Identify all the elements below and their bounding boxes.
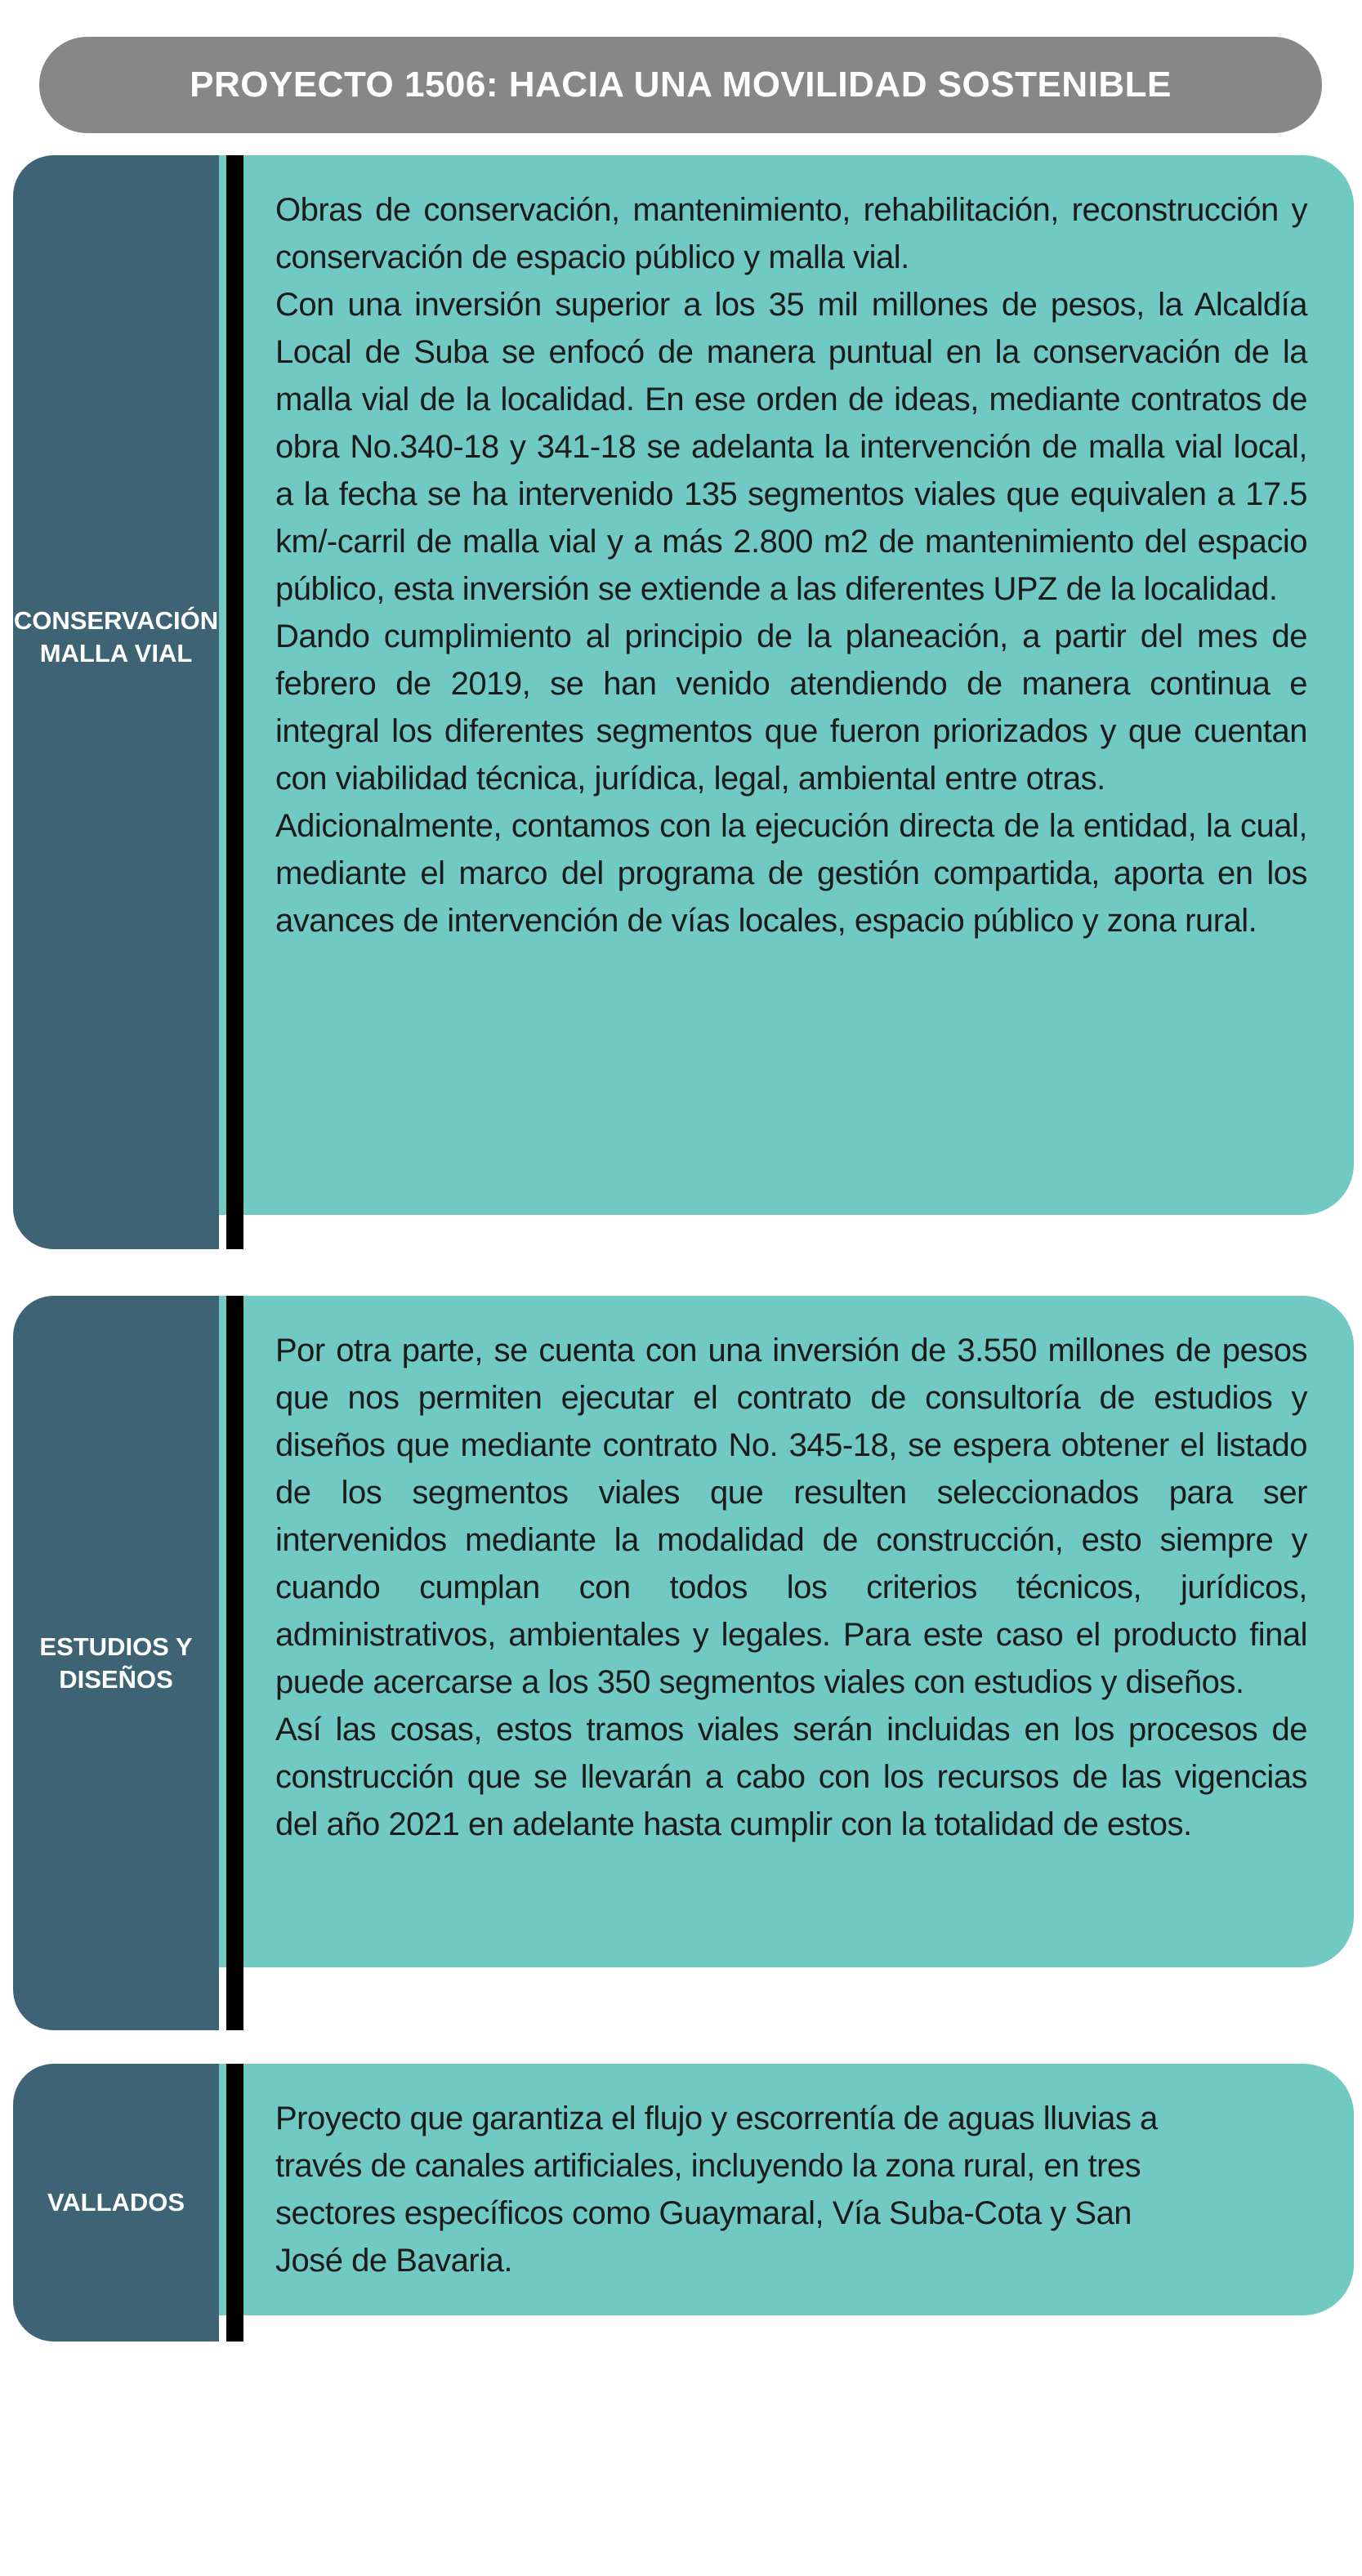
vertical-divider <box>226 155 243 1249</box>
section-label-panel <box>13 155 219 1249</box>
section-conservacion-malla-vial <box>0 155 1362 1249</box>
paragraph: Así las cosas, estos tramos viales serán incluidas en los procesos de construcción que se llevarán a cabo con los recursos de las vigencias del año 2021 en adelante hasta cumplir con la totalidad de estos. <box>275 1712 1307 1842</box>
paragraph: Proyecto que garantiza el flujo y escorrentía de aguas lluvias a través de canales artificiales, incluyendo la zona rural, en tres sectores específicos como Guaymaral, Vía Suba-Cota y San José de Bavaria. <box>275 2101 1158 2279</box>
page-title: PROYECTO 1506: HACIA UNA MOVILIDAD SOSTENIBLE <box>190 65 1172 105</box>
section-text <box>275 1327 1307 1848</box>
paragraph: Por otra parte, se cuenta con una inversión de 3.550 millones de pesos que nos permiten ejecutar el contrato de consultoría de estudios y diseños que mediante contrato No. 345-18, se espera obtener el listado de los segmentos viales que resulten seleccionados para ser intervenidos mediante la modalidad de construcción, esto siempre y cuando cumplan con todos los criterios técnicos, jurídicos, administrativos, ambientales y legales. Para este caso el producto final puede acercarse a los 350 segmentos viales con estudios y diseños. <box>275 1333 1307 1700</box>
section-label: VALLADOS <box>47 2188 185 2217</box>
section-label: ESTUDIOS Y DISEÑOS <box>39 1632 193 1694</box>
section-text <box>275 186 1307 944</box>
section-estudios-y-disenos <box>0 1296 1362 2030</box>
section-text <box>275 2095 1158 2284</box>
section-label-panel <box>13 2064 219 2342</box>
section-label-panel <box>13 1296 219 2030</box>
title-bar <box>39 37 1322 133</box>
vertical-divider <box>226 2064 243 2342</box>
paragraph: Dando cumplimiento al principio de la planeación, a partir del mes de febrero de 2019, se han venido atendiendo de manera continua e integral los diferentes segmentos que fueron priorizados y que cuentan con viabilidad técnica, jurídica, legal, ambiental entre otras. <box>275 618 1307 797</box>
paragraph: Adicionalmente, contamos con la ejecución directa de la entidad, la cual, mediante el marco del programa de gestión compartida, aporta en los avances de intervención de vías locales, espacio público y zona rural. <box>275 808 1307 939</box>
page <box>0 37 1362 2576</box>
section-vallados <box>0 2064 1362 2342</box>
vertical-divider <box>226 1296 243 2030</box>
section-label: CONSERVACIÓN MALLA VIAL <box>13 605 219 667</box>
paragraph: Con una inversión superior a los 35 mil millones de pesos, la Alcaldía Local de Suba se enfocó de manera puntual en la conservación de la malla vial de la localidad. En ese orden de ideas, mediante contratos de obra No.340-18 y 341-18 se adelanta la intervención de malla vial local, a la fecha se ha intervenido 135 segmentos viales que equivalen a 17.5 km/-carril de malla vial y a más 2.800 m2 de mantenimiento del espacio público, esta inversión se extiende a las diferentes UPZ de la localidad. <box>275 287 1307 607</box>
paragraph: Obras de conservación, mantenimiento, rehabilitación, reconstrucción y conservación de espacio público y malla vial. <box>275 192 1307 275</box>
